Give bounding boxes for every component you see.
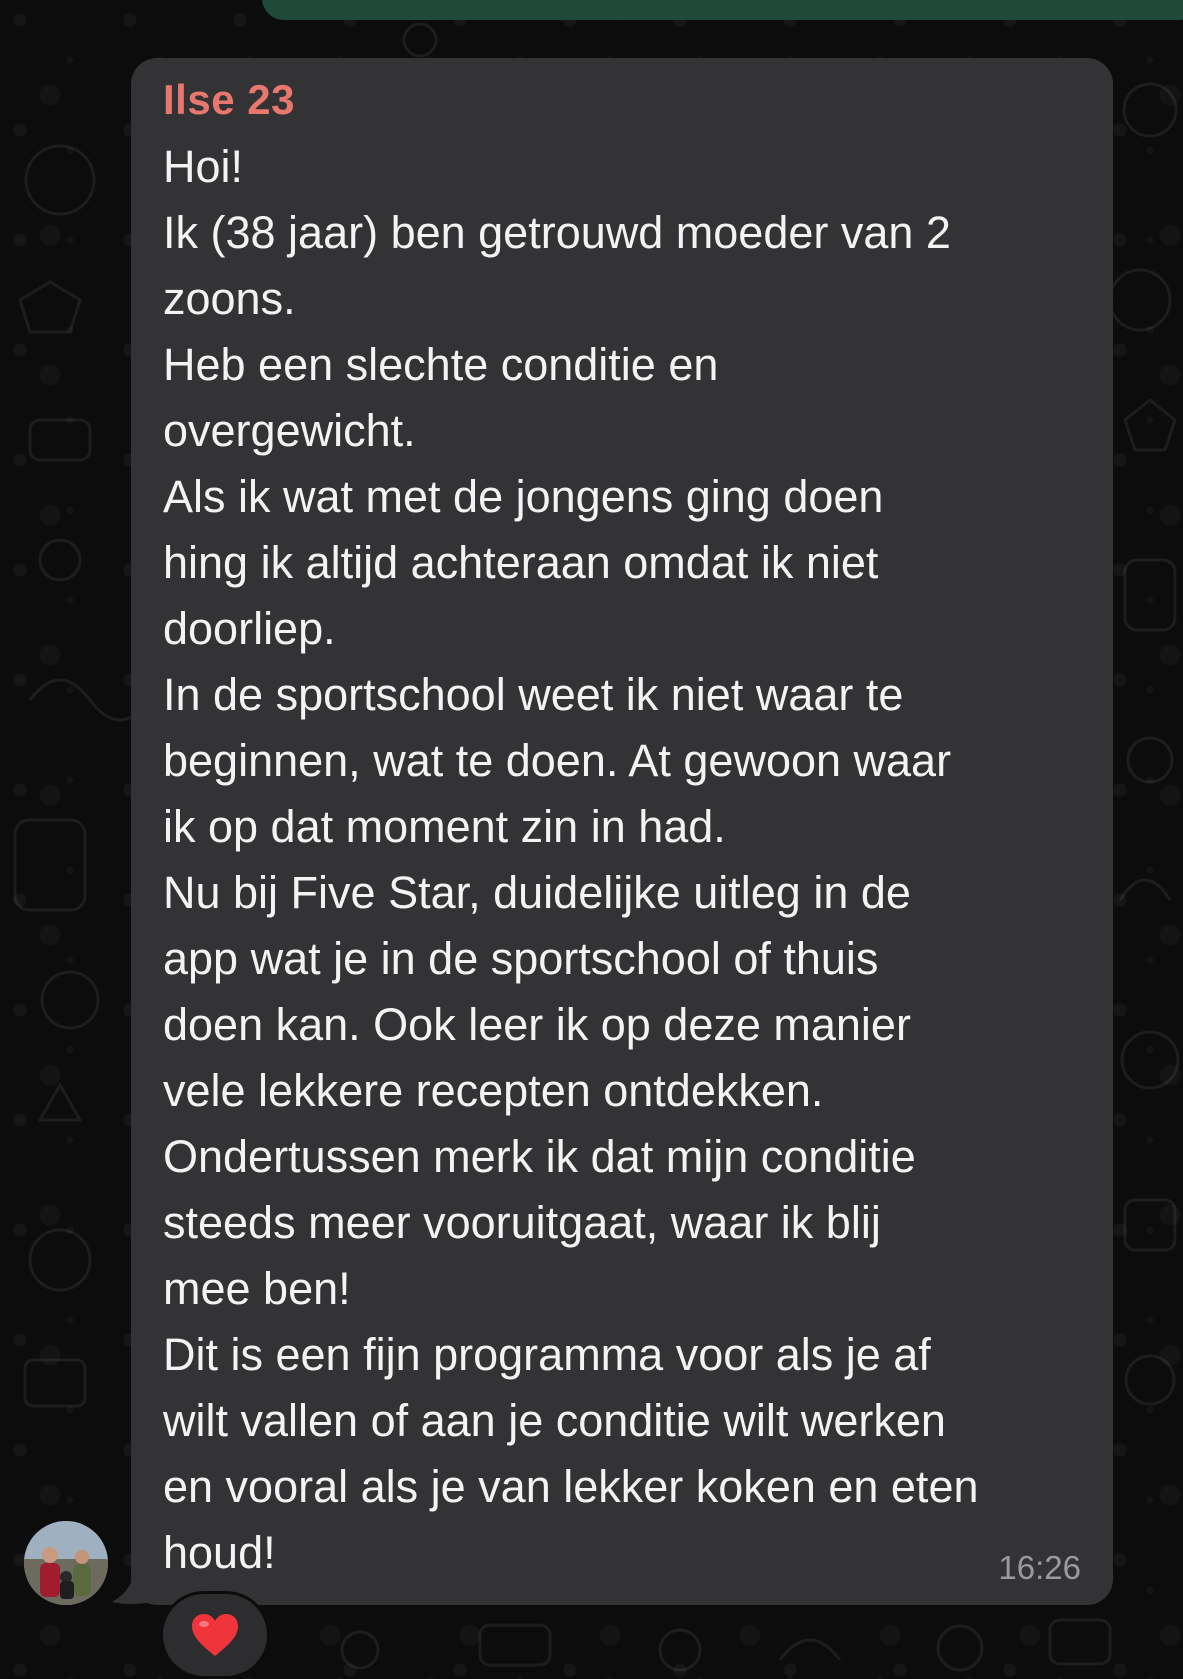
incoming-message-bubble[interactable] xyxy=(131,58,1113,1605)
reaction-badge[interactable] xyxy=(163,1594,267,1676)
message-line: doen kan. Ook leer ik op deze manier xyxy=(163,999,911,1050)
message-line: Als ik wat met de jongens ging doen xyxy=(163,471,884,522)
sender-avatar[interactable] xyxy=(24,1521,108,1605)
message-line: mee ben! xyxy=(163,1263,351,1314)
message-line: zoons. xyxy=(163,273,296,324)
message-line: vele lekkere recepten ontdekken. xyxy=(163,1065,824,1116)
message-line: ik op dat moment zin in had. xyxy=(163,801,726,852)
message-line: Heb een slechte conditie en xyxy=(163,339,719,390)
avatar-photo xyxy=(24,1521,108,1605)
message-line: steeds meer vooruitgaat, waar ik blij xyxy=(163,1197,881,1248)
message-line: overgewicht. xyxy=(163,405,416,456)
message-line: Hoi! xyxy=(163,141,244,192)
message-line: hing ik altijd achteraan omdat ik niet xyxy=(163,537,879,588)
heart-emoji-icon xyxy=(190,1612,240,1658)
message-timestamp: 16:26 xyxy=(998,1549,1081,1586)
message-line: Ondertussen merk ik dat mijn conditie xyxy=(163,1131,916,1182)
message-line: wilt vallen of aan je conditie wilt werken xyxy=(163,1395,946,1446)
message-line: houd! xyxy=(163,1527,276,1578)
message-line: Ik (38 jaar) ben getrouwd moeder van 2 xyxy=(163,207,951,258)
message-line: In de sportschool weet ik niet waar te xyxy=(163,669,904,720)
message-line: app wat je in de sportschool of thuis xyxy=(163,933,879,984)
message-text xyxy=(163,134,1098,1586)
message-line: Nu bij Five Star, duidelijke uitleg in de xyxy=(163,867,911,918)
sender-name[interactable]: Ilse 23 xyxy=(163,76,295,123)
message-line: doorliep. xyxy=(163,603,336,654)
previous-outgoing-message-bubble[interactable] xyxy=(262,0,1183,20)
message-line: en vooral als je van lekker koken en eten xyxy=(163,1461,979,1512)
message-line: Dit is een fijn programma voor als je af xyxy=(163,1329,931,1380)
message-line: beginnen, wat te doen. At gewoon waar xyxy=(163,735,952,786)
